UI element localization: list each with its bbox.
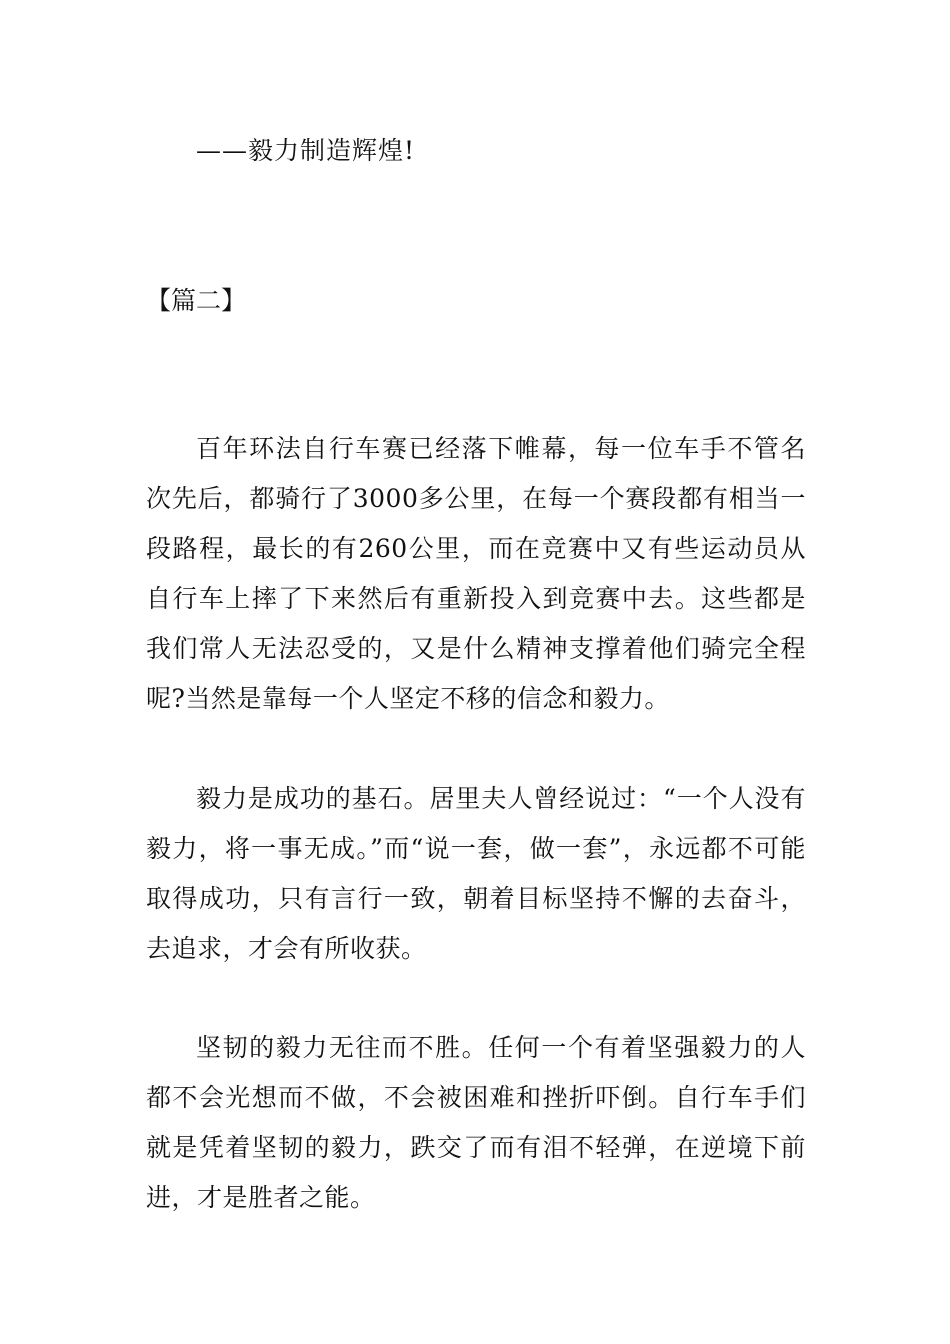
closing-line: ——毅力制造辉煌! xyxy=(196,136,416,165)
paragraph-2: 毅力是成功的基石。居里夫人曾经说过：“一个人没有毅力，将一事无成。”而“说一套，做一套”，永远都不可能取得成功，只有言行一致，朝着目标坚持不懈的去奋斗，去追求，才会有所收获。 xyxy=(146,784,806,963)
paragraph-1: 百年环法自行车赛已经落下帷幕，每一位车手不管名次先后，都骑行了3000多公里，在每一个赛段都有相当一段路程，最长的有260公里，而在竞赛中又有些运动员从自行车上摔了下来然后有重新投入到竞赛中去。这些都是我们常人无法忍受的，又是什么精神支撑着他们骑完全程呢?当然是靠每一个人坚定不移的信念和毅力。 xyxy=(146,434,806,713)
section-heading: 【篇二】 xyxy=(146,286,247,315)
paragraph-3: 坚韧的毅力无往而不胜。任何一个有着坚强毅力的人都不会光想而不做，不会被困难和挫折吓倒。自行车手们就是凭着坚韧的毅力，跌交了而有泪不轻弹，在逆境下前进，才是胜者之能。 xyxy=(146,1033,806,1212)
